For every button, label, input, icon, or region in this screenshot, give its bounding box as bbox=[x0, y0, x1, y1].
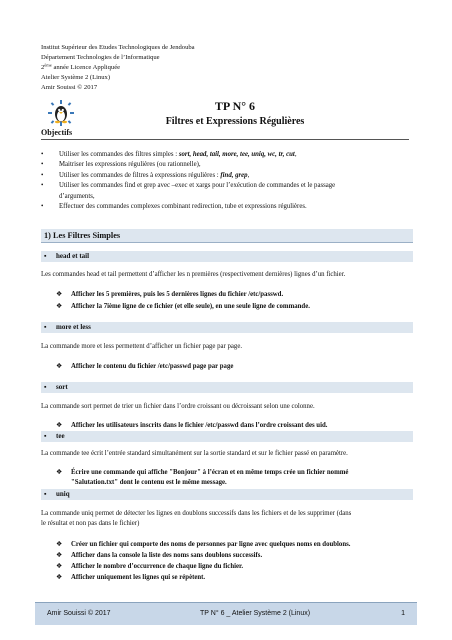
course-name: Atelier Système 2 (Linux) bbox=[41, 74, 111, 81]
subsection-uniq: ▪ uniq bbox=[41, 489, 413, 500]
objective-item: • Effectuer des commandes complexes combinant redirection, tube et expressions régulières. bbox=[41, 202, 413, 212]
diamond-bullet-icon: ❖ bbox=[56, 563, 63, 570]
diamond-bullet-icon: ❖ bbox=[56, 574, 63, 581]
page-number: 1 bbox=[401, 610, 405, 617]
task-item: ❖ Afficher le nombre d’occurrence de chaque ligne du fichier. bbox=[56, 562, 412, 572]
objective-item: • Utiliser les commandes find et grep avec –exec et xargs pour l’exécution de commandes et le passage d’arguments, bbox=[41, 182, 336, 200]
subsection-sort: ▪ sort bbox=[41, 382, 413, 393]
author-name: Amir Souissi © 2017 bbox=[41, 84, 98, 91]
bullet: • bbox=[41, 203, 44, 211]
level-line: 2ème année Licence Appliquée bbox=[41, 62, 121, 71]
diamond-bullet-icon: ❖ bbox=[56, 552, 63, 559]
bullet: • bbox=[41, 171, 44, 179]
task-item: ❖ Afficher les utilisateurs inscrits dans le fichier /etc/passwd dans l’ordre croissant des uid. bbox=[56, 421, 412, 431]
bullet: • bbox=[41, 182, 44, 190]
task-item: ❖ Afficher la 7ième ligne de ce fichier (et elle seule), en une seule ligne de commande. bbox=[56, 302, 412, 312]
objectives-heading: Objectifs bbox=[41, 128, 73, 137]
department-name: Département Technologies de l’Informatique bbox=[41, 54, 160, 61]
square-bullet: ▪ bbox=[44, 490, 47, 498]
tp-subtitle: Filtres et Expressions Régulières bbox=[165, 116, 305, 127]
square-bullet: ▪ bbox=[44, 252, 47, 260]
paragraph: La commande more et less permettent d’afficher un fichier page par page. bbox=[41, 343, 243, 350]
task-item: ❖ Créer un fichier qui comporte des noms de personnes par ligne avec quelques noms en doublons. bbox=[56, 540, 412, 550]
paragraph: La commande tee écrit l’entrée standard simultanément sur la sortie standard et sur le fichier passé en paramètre. bbox=[41, 450, 348, 457]
objective-item: • Utiliser les commandes de filtres à expressions régulières : find, grep, bbox=[41, 171, 413, 181]
tp-number: TP N° 6 bbox=[214, 99, 256, 113]
diamond-bullet-icon: ❖ bbox=[56, 303, 63, 310]
task-item: ❖ Écrire une commande qui affiche "Bonjour" à l’écran et en même temps crée un fichier nommé "Salutation.txt" dont le contenu est le même message. bbox=[56, 469, 349, 487]
subsection-head-tail: ▪ head et tail bbox=[41, 251, 413, 262]
square-bullet: ▪ bbox=[44, 323, 47, 331]
diamond-bullet-icon: ❖ bbox=[56, 291, 63, 298]
objective-item: • Utiliser les commandes des filtres simples : sort, head, tail, more, tee, uniq, wc, tr, cut, bbox=[41, 150, 413, 160]
task-item: ❖ Afficher dans la console la liste des noms sans doublons successifs. bbox=[56, 551, 412, 561]
task-item: ❖ Afficher les 5 premières, puis les 5 dernières lignes du fichier /etc/passwd. bbox=[56, 290, 412, 300]
objectives-list bbox=[41, 150, 413, 212]
task-item: ❖ Afficher le contenu du fichier /etc/passwd page par page bbox=[56, 362, 412, 372]
diamond-bullet-icon: ❖ bbox=[56, 541, 63, 548]
paragraph: Les commandes head et tail permettent d’afficher les n premières (respectivement dernières) lignes d’un fichier. bbox=[41, 271, 346, 278]
footer-author: Amir Souissi © 2017 bbox=[47, 610, 111, 617]
objectives-divider bbox=[41, 139, 409, 140]
institute-name: Institut Supérieur des Etudes Technologiques de Jendouba bbox=[41, 44, 195, 51]
diamond-bullet-icon: ❖ bbox=[56, 363, 63, 370]
paragraph: La commande sort permet de trier un fichier dans l’ordre croissant ou décroissant selon une colonne. bbox=[41, 403, 315, 410]
diamond-bullet-icon: ❖ bbox=[56, 469, 63, 476]
section-heading: 1) Les Filtres Simples bbox=[41, 229, 413, 243]
task-item: ❖ Afficher uniquement les lignes qui se répètent. bbox=[56, 573, 412, 583]
bullet: • bbox=[41, 161, 44, 169]
subsection-tee: ▪ tee bbox=[41, 431, 413, 442]
objective-item: • Maitriser les expressions régulières (ou rationnelle), bbox=[41, 160, 413, 170]
square-bullet: ▪ bbox=[44, 432, 47, 440]
footer-title: TP N° 6 _ Atelier Système 2 (Linux) bbox=[200, 610, 311, 617]
subsection-more-less: ▪ more et less bbox=[41, 322, 413, 333]
institution-header bbox=[41, 43, 195, 93]
diamond-bullet-icon: ❖ bbox=[56, 422, 63, 429]
paragraph: La commande uniq permet de détecter les lignes en doublons successifs dans les fichiers et de les supprimer (dans le résultat et non pas dans le fichier) bbox=[41, 510, 352, 528]
page-footer bbox=[35, 602, 417, 625]
bullet: • bbox=[41, 151, 44, 158]
square-bullet: ▪ bbox=[44, 383, 47, 391]
